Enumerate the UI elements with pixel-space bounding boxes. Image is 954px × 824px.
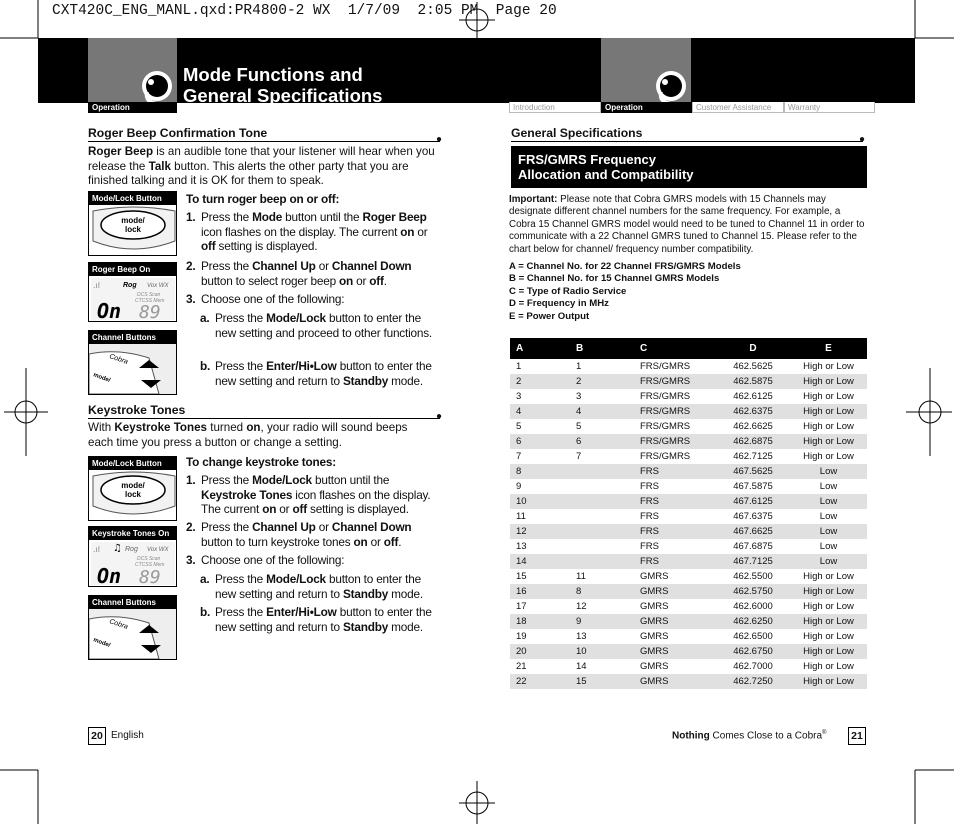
text-run: Choose one of the following: <box>201 553 345 567</box>
illus-caption: Channel Buttons <box>89 331 176 344</box>
table-row <box>510 674 867 689</box>
cell-service-type: GMRS <box>636 584 716 599</box>
text-run: button to select roger beep <box>201 273 340 288</box>
keystroke-tones-heading: Keystroke Tones ● <box>88 403 442 422</box>
cell-channel-22: 2 <box>510 374 566 389</box>
illus-roger-beep-display <box>88 262 177 322</box>
cell-channel-15: 6 <box>566 434 636 449</box>
text-run: button to turn keystroke tones <box>201 534 354 549</box>
text-run: on <box>353 534 368 549</box>
channel-buttons-icon <box>89 344 176 394</box>
legend-a: A = Channel No. for 22 Channel FRS/GMRS Models <box>509 261 741 272</box>
cell-frequency: 467.6625 <box>716 524 790 539</box>
svg-text:Cobra: Cobra <box>108 618 129 631</box>
cell-channel-22: 9 <box>516 481 522 492</box>
illus-keystroke-display <box>88 526 177 587</box>
text-run: mode. <box>388 619 423 634</box>
mode-lock-button-icon <box>89 205 176 255</box>
cell-frequency: 462.6875 <box>716 434 790 449</box>
cell-service-type: FRS <box>640 541 659 552</box>
text-run: button until the <box>282 210 363 224</box>
frs-gmrs-title-box <box>511 146 867 188</box>
roger-beep-heading: Roger Beep Confirmation Tone ● <box>88 126 442 145</box>
cell-channel-22: 6 <box>510 434 566 449</box>
keystroke-step-3: 3. Choose one of the following: <box>186 553 345 567</box>
file-header: CXT420C_ENG_MANL.qxd:PR4800-2 WX 1/7/09 2:05 PM Page 20 <box>52 3 557 19</box>
text-run: Enter/Hi•Low <box>266 605 337 619</box>
text-run: or <box>315 520 332 534</box>
svg-text:89: 89 <box>139 302 161 322</box>
text-run: mode. <box>388 373 423 388</box>
cell-service-type: FRS <box>636 554 716 569</box>
keystroke-intro <box>88 421 424 450</box>
cell-frequency: 462.7125 <box>733 451 773 462</box>
table-row <box>510 659 867 674</box>
roger-step-1: 1. Press the Mode button until the Roger Beep icon flashes on the display. The current on or off setting is displayed. <box>186 210 428 253</box>
svg-text:Rog: Rog <box>125 546 138 553</box>
text-run: Keystroke Tones <box>201 487 293 502</box>
cell-channel-15 <box>566 554 636 569</box>
lcd-display-icon <box>89 540 176 587</box>
text-run: icon flashes on the display. The current <box>201 487 431 516</box>
title-line-1: Mode Functions and <box>183 64 363 85</box>
svg-text:DCS Scan: DCS Scan <box>137 292 161 298</box>
table-row <box>510 569 867 584</box>
cell-service-type: FRS <box>636 464 716 479</box>
nav-tab-warranty[interactable]: Warranty <box>784 102 875 113</box>
text-run: Roger Beep <box>362 210 427 224</box>
cell-channel-15: 8 <box>566 584 636 599</box>
text-run: button to enter the new setting and return to <box>215 359 432 388</box>
legend-d: D = Frequency in MHz <box>509 298 609 310</box>
keystroke-step-2: 2. Press the Channel Up or Channel Down button to turn keystroke tones on or off. <box>186 520 412 549</box>
roger-step-2: 2. Press the Channel Up or Channel Down button to select roger beep on or off. <box>186 259 412 288</box>
svg-text:.ıl: .ıl <box>93 545 100 554</box>
cell-channel-15 <box>566 509 636 524</box>
cell-frequency: 467.6375 <box>733 511 773 522</box>
table-row <box>510 404 867 419</box>
svg-text:CTCSS Mem: CTCSS Mem <box>135 298 165 304</box>
table-header-b: B <box>566 338 636 359</box>
cell-power: High or Low <box>803 661 854 672</box>
cell-frequency: 467.6125 <box>716 494 790 509</box>
lcd-display-icon <box>89 276 176 322</box>
cell-power: High or Low <box>790 374 867 389</box>
table-row <box>510 359 867 374</box>
section-label-operation: Operation <box>88 102 177 113</box>
table-header-c: C <box>636 338 716 359</box>
cell-service-type: FRS/GMRS <box>636 374 716 389</box>
cell-channel-15: 5 <box>576 421 582 432</box>
cell-frequency: 467.5625 <box>716 464 790 479</box>
cell-power: High or Low <box>790 584 867 599</box>
text-run: or <box>353 273 370 288</box>
table-row <box>510 539 867 554</box>
cell-frequency: 462.5625 <box>733 361 773 372</box>
legend-c: C = Type of Radio Service <box>509 285 627 297</box>
table-row <box>510 434 867 449</box>
text-run: Mode <box>252 210 283 224</box>
table-row <box>510 374 867 389</box>
cell-power: Low <box>819 481 838 492</box>
table-row <box>510 509 867 524</box>
cell-service-type: FRS/GMRS <box>640 361 691 372</box>
cell-channel-22: 8 <box>510 464 566 479</box>
keystroke-subheading: To change keystroke tones: <box>186 455 336 469</box>
table-row <box>510 644 867 659</box>
text-run: or <box>367 534 384 549</box>
svg-text:89: 89 <box>139 567 161 587</box>
text-run: mode. <box>388 586 423 601</box>
text-run: . <box>383 273 387 288</box>
text-run: off <box>383 534 399 549</box>
svg-text:♫: ♫ <box>113 543 122 554</box>
cell-power: Low <box>790 524 867 539</box>
roger-substep-a: a. Press the Mode/Lock button to enter the new setting and proceed to other functions. <box>200 311 432 340</box>
cell-service-type: FRS/GMRS <box>640 421 691 432</box>
text-run: Standby <box>342 586 389 601</box>
cell-power: Low <box>790 494 867 509</box>
cell-service-type: FRS/GMRS <box>640 391 691 402</box>
cell-channel-15 <box>566 494 636 509</box>
nav-tab-operation[interactable]: Operation <box>601 102 692 113</box>
table-row <box>510 389 867 404</box>
cell-power: High or Low <box>790 404 867 419</box>
svg-text:mode/: mode/ <box>92 637 111 649</box>
cell-channel-22: 5 <box>516 421 522 432</box>
roger-subheading: To turn roger beep on or off: <box>186 192 340 206</box>
text-run: Press the <box>201 210 253 224</box>
cell-channel-15 <box>566 464 636 479</box>
cell-power: Low <box>819 541 838 552</box>
text-run: Press the <box>201 473 253 487</box>
svg-text:mode/: mode/ <box>121 216 145 225</box>
cell-frequency: 462.7000 <box>733 661 773 672</box>
text-run: Roger Beep <box>88 145 154 158</box>
cell-power: High or Low <box>790 434 867 449</box>
keystroke-steps <box>186 473 442 635</box>
cell-channel-22: 20 <box>510 644 566 659</box>
cell-channel-15: 13 <box>576 631 587 642</box>
cell-channel-15: 4 <box>566 404 636 419</box>
cell-service-type: FRS <box>636 524 716 539</box>
svg-text:lock: lock <box>124 225 142 234</box>
text-run: Press the <box>215 572 267 586</box>
text-run: on <box>400 224 415 239</box>
cell-frequency: 462.5750 <box>716 584 790 599</box>
svg-text:mode/: mode/ <box>121 481 145 490</box>
text-run: icon flashes on the display. The current <box>201 224 401 239</box>
cell-channel-15: 3 <box>576 391 582 402</box>
keystroke-step-1: 1. Press the Mode/Lock button until the Keystroke Tones icon flashes on the display. The current on or off setting is displayed. <box>186 473 431 516</box>
illus-mode-lock-button <box>88 191 177 256</box>
cell-service-type: FRS/GMRS <box>636 404 716 419</box>
cell-frequency: 462.7250 <box>716 674 790 689</box>
table-row <box>510 554 867 569</box>
text-run: setting is displayed. <box>306 502 409 516</box>
keystroke-substep-b: b. Press the Enter/Hi•Low button to enter the new setting and return to Standby mode. <box>200 605 432 634</box>
cell-power: Low <box>790 554 867 569</box>
cell-frequency: 462.6750 <box>716 644 790 659</box>
cell-frequency: 462.5875 <box>716 374 790 389</box>
cell-channel-15: 12 <box>576 601 587 612</box>
text-run: off <box>292 502 307 516</box>
cell-channel-22: 11 <box>516 511 526 522</box>
footer-slogan <box>672 730 826 741</box>
table-row <box>510 464 867 479</box>
nav-tab-customer-assistance[interactable]: Customer Assistance <box>692 102 784 113</box>
cell-frequency: 462.6625 <box>733 421 773 432</box>
text-run: Mode/Lock <box>266 311 326 325</box>
table-row <box>510 494 867 509</box>
svg-text:Vox WX: Vox WX <box>147 283 169 289</box>
illus-caption: Channel Buttons <box>89 596 176 609</box>
illus-caption: Mode/Lock Button <box>89 192 176 205</box>
cell-service-type: GMRS <box>636 614 716 629</box>
cell-channel-22: 17 <box>516 601 527 612</box>
important-note <box>509 194 869 256</box>
channel-buttons-icon <box>89 609 176 659</box>
table-row <box>510 524 867 539</box>
cell-power: High or Low <box>803 391 854 402</box>
table-header-e: E <box>790 338 867 359</box>
cell-frequency: 462.5500 <box>733 571 773 582</box>
footer-slogan-text: Comes Close to a Cobra <box>709 730 823 742</box>
text-run: Standby <box>342 619 389 634</box>
table-row <box>510 479 867 494</box>
text-run: off <box>201 239 216 253</box>
legend-e: E = Power Output <box>509 310 590 322</box>
cell-channel-22: 1 <box>516 361 522 372</box>
cell-service-type: FRS <box>636 494 716 509</box>
text-run: button to enter the new setting and proceed to other functions. <box>215 311 432 340</box>
table-header-row <box>510 338 867 359</box>
cell-frequency: 467.5875 <box>733 481 773 492</box>
cell-power: High or Low <box>803 421 854 432</box>
roger-beep-heading-text: Roger Beep Confirmation Tone <box>88 126 268 140</box>
cell-channel-22: 19 <box>516 631 527 642</box>
text-run: Mode/Lock <box>252 473 312 487</box>
illus-caption: Keystroke Tones On <box>89 527 176 540</box>
cell-channel-15: 15 <box>566 674 636 689</box>
left-page-number: 20 <box>88 727 106 745</box>
svg-text:Vox WX: Vox WX <box>147 547 169 553</box>
cell-service-type: FRS <box>640 481 659 492</box>
cell-frequency: 462.6125 <box>733 391 773 402</box>
table-header-a: A <box>510 338 566 359</box>
footer-slogan-bold: Nothing <box>672 730 710 742</box>
cell-frequency: 462.6375 <box>716 404 790 419</box>
cell-channel-22: 14 <box>510 554 566 569</box>
text-run: Press the <box>215 359 267 373</box>
text-run: . <box>398 534 402 549</box>
right-banner <box>477 38 915 103</box>
cell-channel-15: 9 <box>566 614 636 629</box>
cell-service-type: GMRS <box>636 674 716 689</box>
text-run: on <box>339 273 354 288</box>
text-run: Channel Up <box>252 259 316 273</box>
table-row <box>510 584 867 599</box>
cell-channel-15: 10 <box>566 644 636 659</box>
page-title <box>183 64 382 106</box>
svg-text:On: On <box>97 299 122 322</box>
mode-lock-button-icon <box>89 470 176 520</box>
text-run: or <box>414 224 428 239</box>
keystroke-substep-a: a. Press the Mode/Lock button to enter the new setting and return to Standby mode. <box>200 572 423 601</box>
right-page-number: 21 <box>848 727 866 745</box>
text-run: , your radio will sound beeps each time you press a button or change a setting. <box>88 421 408 449</box>
roger-substep-b: b. Press the Enter/Hi•Low button to enter the new setting and return to Standby mode. <box>200 359 432 388</box>
cell-service-type: GMRS <box>640 571 669 582</box>
cell-frequency: 467.7125 <box>716 554 790 569</box>
cell-power: High or Low <box>803 631 854 642</box>
important-text: Please note that Cobra GMRS models with 15 Channels may designate different channel numbers for the same frequency. For example, a Cobra 15 Channel GMRS model would need to be tuned to Channel 11 in order to communicate with a 22 Channel GMRS tuned to Channel 15. Please refer to the chart below for channel/ frequency number compatibility. <box>509 194 865 255</box>
general-specs-heading: General Specifications ● <box>511 126 865 145</box>
svg-text:CTCSS Mem: CTCSS Mem <box>135 562 165 568</box>
cell-service-type: FRS <box>640 511 659 522</box>
cell-channel-22: 7 <box>516 451 522 462</box>
text-run: Press the <box>201 259 253 273</box>
text-run: or <box>315 259 332 273</box>
table-row <box>510 419 867 434</box>
cell-frequency: 462.6250 <box>716 614 790 629</box>
text-run: Enter/Hi•Low <box>266 359 337 373</box>
cell-power: High or Low <box>803 451 854 462</box>
cell-service-type: FRS/GMRS <box>640 451 691 462</box>
cell-service-type: GMRS <box>640 661 669 672</box>
text-run: Press the <box>201 520 253 534</box>
box-title-line-2: Allocation and Compatibility <box>518 167 694 182</box>
keystroke-heading-text: Keystroke Tones <box>88 403 186 417</box>
illus-caption: Mode/Lock Button <box>89 457 176 470</box>
text-run: Keystroke Tones <box>114 421 207 434</box>
cell-power: High or Low <box>803 571 854 582</box>
svg-text:.ıl: .ıl <box>93 281 100 290</box>
text-run: button until the <box>311 473 390 487</box>
text-run: turned <box>207 421 247 434</box>
text-run: Channel Down <box>331 259 412 273</box>
text-run: off <box>369 273 384 288</box>
frequency-table <box>510 338 867 689</box>
cell-power: Low <box>819 511 838 522</box>
illus-channel-buttons <box>88 595 177 660</box>
table-header-d: D <box>716 338 790 359</box>
cell-service-type: GMRS <box>640 631 669 642</box>
cell-channel-22: 16 <box>510 584 566 599</box>
cell-channel-15 <box>566 524 636 539</box>
cell-channel-22: 4 <box>510 404 566 419</box>
cell-power: High or Low <box>790 674 867 689</box>
svg-text:mode/: mode/ <box>92 372 111 384</box>
cell-channel-22: 13 <box>516 541 527 552</box>
cell-power: High or Low <box>803 361 854 372</box>
illus-mode-lock-button <box>88 456 177 521</box>
cell-power: High or Low <box>790 644 867 659</box>
svg-text:Cobra: Cobra <box>108 353 129 366</box>
svg-text:Rog: Rog <box>123 282 137 289</box>
cell-channel-15 <box>566 479 636 494</box>
roger-beep-intro <box>88 145 444 189</box>
title-line-2: General Specifications <box>183 85 383 106</box>
cell-service-type: FRS/GMRS <box>636 434 716 449</box>
text-run: or <box>276 502 293 516</box>
text-run: button to enter the new setting and return to <box>215 605 432 634</box>
cell-service-type: GMRS <box>636 644 716 659</box>
cell-channel-22: 22 <box>510 674 566 689</box>
general-specs-heading-text: General Specifications <box>511 126 643 140</box>
important-label: Important: <box>509 194 558 205</box>
table-row <box>510 629 867 644</box>
text-run: Press the <box>215 605 267 619</box>
illus-caption: Roger Beep On <box>89 263 176 276</box>
text-run: Standby <box>342 373 389 388</box>
text-run: With <box>88 421 115 434</box>
svg-text:On: On <box>97 564 122 587</box>
cell-power: Low <box>790 464 867 479</box>
nav-tab-introduction[interactable]: Introduction <box>509 102 601 113</box>
roger-steps <box>186 210 442 389</box>
text-run: Press the <box>215 311 267 325</box>
box-title-line-1: FRS/GMRS Frequency <box>518 152 656 167</box>
cell-power: High or Low <box>803 601 854 612</box>
cell-channel-22: 21 <box>516 661 527 672</box>
registered-mark: ® <box>822 730 827 736</box>
cell-channel-15: 11 <box>576 571 586 582</box>
text-run: Choose one of the following: <box>201 292 345 306</box>
legend-b: B = Channel No. for 15 Channel GMRS Models <box>509 273 720 285</box>
text-run: on <box>246 421 261 434</box>
text-run: setting is displayed. <box>215 239 318 253</box>
column-legend <box>509 261 741 323</box>
cell-channel-22: 18 <box>510 614 566 629</box>
svg-text:lock: lock <box>124 490 142 499</box>
table-row <box>510 599 867 614</box>
table-row <box>510 614 867 629</box>
text-run: is an audible tone that your listener will hear when you release the <box>88 145 435 173</box>
cell-frequency: 462.6500 <box>733 631 773 642</box>
cell-service-type: GMRS <box>640 601 669 612</box>
cell-power: High or Low <box>790 614 867 629</box>
svg-text:DCS Scan: DCS Scan <box>137 556 161 562</box>
cell-channel-22: 12 <box>510 524 566 539</box>
text-run: Channel Up <box>252 520 316 534</box>
cell-channel-15: 2 <box>566 374 636 389</box>
cell-frequency: 467.6875 <box>733 541 773 552</box>
text-run: Talk <box>148 159 171 173</box>
illus-channel-buttons <box>88 330 177 395</box>
cell-frequency: 462.6000 <box>733 601 773 612</box>
cell-channel-15: 7 <box>576 451 582 462</box>
text-run: button. This alerts the other party that you are finished talking and it is OK for them to speak. <box>88 159 409 187</box>
cell-channel-22: 10 <box>510 494 566 509</box>
cell-channel-15 <box>566 539 636 554</box>
text-run: Mode/Lock <box>266 572 326 586</box>
roger-step-3: 3. Choose one of the following: <box>186 292 345 306</box>
cell-channel-15: 14 <box>576 661 587 672</box>
footer-language: English <box>111 730 144 741</box>
text-run: on <box>262 502 277 516</box>
cell-channel-22: 15 <box>516 571 527 582</box>
table-row <box>510 449 867 464</box>
cell-channel-15: 1 <box>576 361 582 372</box>
text-run: Channel Down <box>331 520 412 534</box>
cell-channel-22: 3 <box>516 391 522 402</box>
text-run: button to enter the new setting and return to <box>215 572 421 601</box>
